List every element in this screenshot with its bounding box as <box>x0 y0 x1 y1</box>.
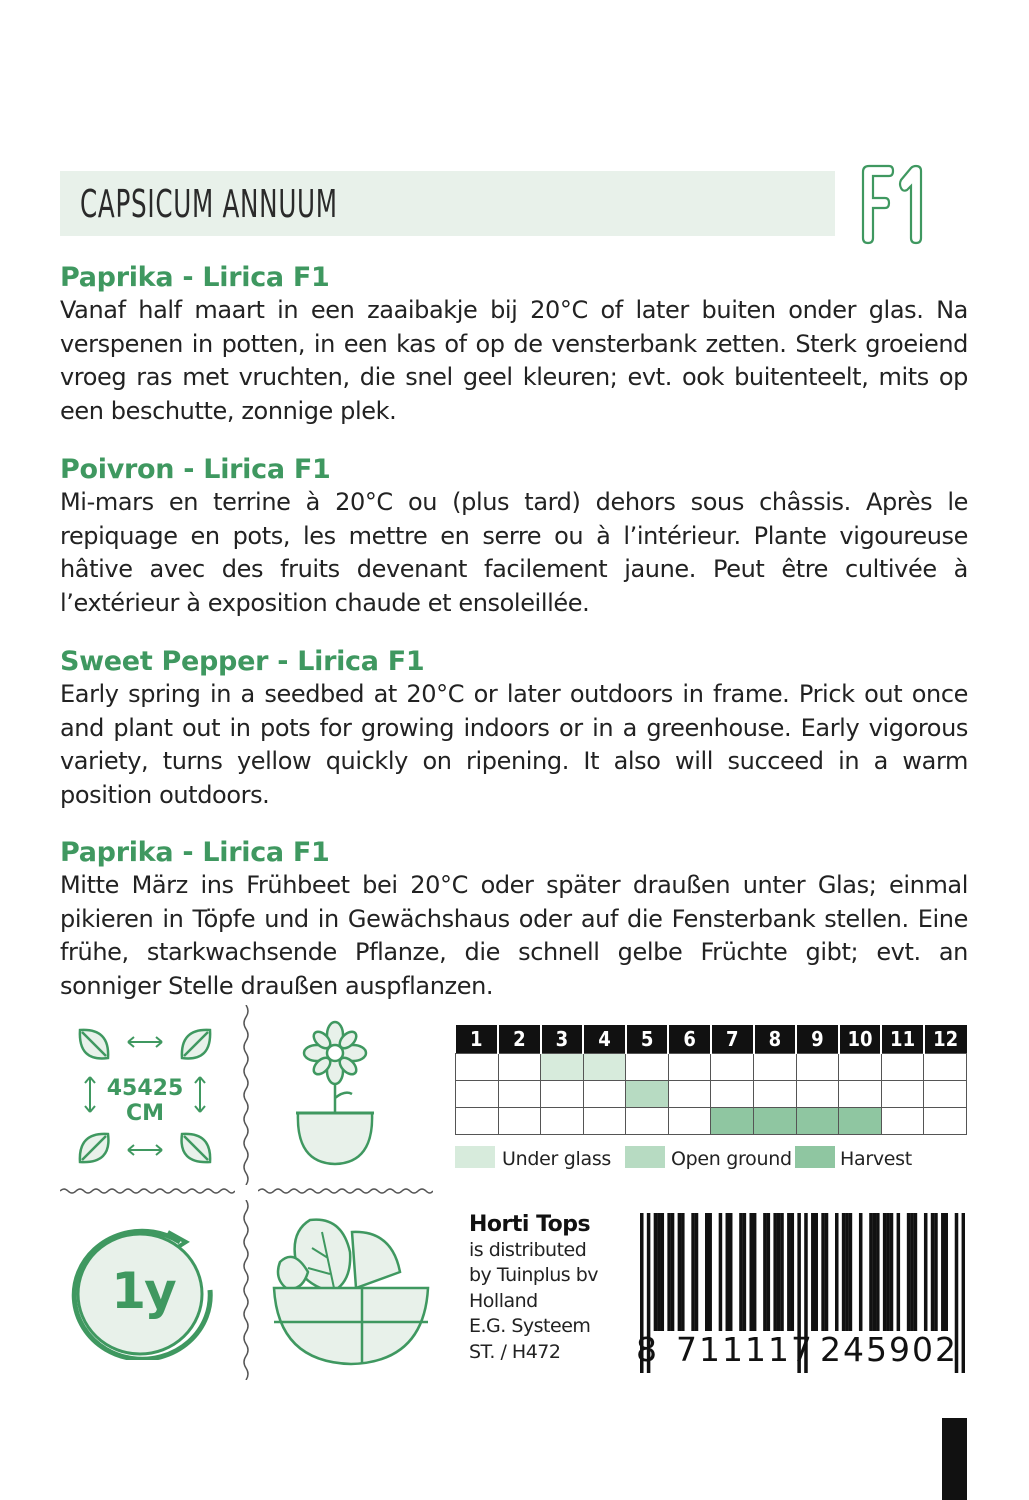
spacing-unit: CM <box>125 1101 165 1126</box>
calendar-cell <box>583 1054 626 1081</box>
barcode-group-left: 711117 <box>676 1330 814 1369</box>
divider-vertical <box>240 1200 252 1380</box>
barcode-bar <box>739 1213 743 1331</box>
calendar-cell <box>796 1054 839 1081</box>
calendar-cell <box>754 1054 797 1081</box>
calendar-cell <box>881 1108 924 1135</box>
calendar-cell <box>498 1108 541 1135</box>
spacing-value: 45425 <box>106 1076 184 1101</box>
barcode-bar <box>890 1213 894 1331</box>
month-header: 8 <box>754 1025 797 1054</box>
section-heading: Paprika - Lirica F1 <box>60 837 330 868</box>
barcode-bar <box>787 1213 791 1331</box>
calendar-cell <box>541 1108 584 1135</box>
barcode-bar <box>849 1213 853 1331</box>
barcode-bar <box>876 1213 880 1331</box>
calendar-row <box>456 1054 967 1081</box>
month-header: 7 <box>711 1025 754 1054</box>
calendar-cell <box>583 1081 626 1108</box>
barcode-bar <box>873 1213 877 1331</box>
barcode-bar <box>907 1213 911 1331</box>
legend-swatch <box>795 1146 835 1168</box>
section-german <box>60 837 968 1003</box>
salad-bowl-icon <box>272 1212 430 1370</box>
barcode-bar <box>869 1213 873 1331</box>
month-header: 4 <box>583 1025 626 1054</box>
barcode-bar <box>780 1213 784 1331</box>
distributor-info <box>469 1212 639 1365</box>
legend-swatch <box>625 1146 665 1168</box>
barcode-bar <box>749 1213 753 1331</box>
barcode-bar <box>859 1213 863 1331</box>
barcode-bar <box>842 1213 846 1331</box>
barcode-bar <box>931 1213 935 1331</box>
registration-mark <box>942 1418 967 1500</box>
barcode-bar <box>825 1213 829 1331</box>
section-body: Mi-mars en terrine à 20°C ou (plus tard) dehors sous châssis. Après le repiquage en pots, les mettre en serre ou à l’intérieur. Plante vigoureuse hâtive avec des fruits devenant facilement jaune. Peut être cultivée à l’extérieur à exposition chaude et ensoleillée. <box>60 488 968 617</box>
species-title: CAPSICUM ANNUUM <box>80 182 338 226</box>
barcode-bar <box>691 1213 695 1331</box>
calendar-cell <box>796 1081 839 1108</box>
distributor-line: is distributed <box>469 1238 587 1261</box>
barcode-bar <box>814 1213 818 1331</box>
lifespan-value: 1y <box>111 1262 175 1320</box>
barcode-bar <box>743 1213 747 1331</box>
calendar-cell <box>498 1054 541 1081</box>
legend-label: Open ground <box>671 1148 792 1170</box>
legend-swatch <box>455 1146 495 1168</box>
calendar-cell <box>881 1081 924 1108</box>
legend-label: Harvest <box>840 1148 912 1170</box>
divider-horizontal <box>258 1186 433 1196</box>
barcode-first-digit: 8 <box>636 1330 658 1369</box>
calendar-cell <box>583 1108 626 1135</box>
barcode-bar <box>654 1213 658 1331</box>
month-header: 5 <box>626 1025 669 1054</box>
barcode-bar <box>897 1213 901 1331</box>
calendar-cell <box>498 1081 541 1108</box>
calendar-row <box>456 1081 967 1108</box>
barcode-bar <box>681 1213 685 1331</box>
barcode-bar <box>767 1213 771 1331</box>
calendar-cell <box>541 1081 584 1108</box>
calendar-row <box>456 1108 967 1135</box>
calendar-cell <box>541 1054 584 1081</box>
barcode-bar <box>835 1213 839 1331</box>
calendar-cell <box>924 1108 967 1135</box>
barcode-bar <box>763 1213 767 1331</box>
barcode-bar <box>914 1213 918 1331</box>
section-body: Early spring in a seedbed at 20°C or later outdoors in frame. Prick out once and plant out in pots for growing indoors or in a greenhouse. Early vigorous variety, turns yellow quickly on ripening. It also will succeed in a warm position outdoors. <box>60 680 968 809</box>
section-body: Mitte März ins Frühbeet bei 20°C oder später draußen unter Glas; einmal pikieren in Töpfe und in Gewächshaus oder auf die Fensterbank stellen. Eine frühe, starkwachsende Pflanze, die schnell gelbe Früchte gibt; evt. an sonniger Stelle draußen auspflanzen. <box>60 871 968 1000</box>
month-header: 12 <box>924 1025 967 1054</box>
barcode-bar <box>695 1213 699 1331</box>
barcode-bar <box>773 1213 777 1331</box>
barcode-group-right: 245902 <box>819 1330 958 1369</box>
calendar-cell <box>626 1054 669 1081</box>
barcode-bar <box>811 1213 815 1331</box>
calendar-cell <box>839 1054 882 1081</box>
f1-badge-icon <box>855 160 930 248</box>
flower-pot-icon <box>290 1018 380 1168</box>
distributor-line: E.G. Systeem <box>469 1315 591 1337</box>
calendar-cell <box>754 1081 797 1108</box>
calendar-cell <box>839 1081 882 1108</box>
month-header: 3 <box>541 1025 584 1054</box>
calendar-cell <box>668 1054 711 1081</box>
barcode-bar <box>941 1213 945 1331</box>
section-english <box>60 646 968 812</box>
brand-name: Horti Tops <box>469 1212 591 1237</box>
divider-horizontal <box>60 1186 235 1196</box>
calendar-cell <box>456 1108 499 1135</box>
barcode-bar <box>729 1213 733 1331</box>
month-header: 1 <box>456 1025 499 1054</box>
month-header: 10 <box>839 1025 882 1054</box>
barcode-bar <box>924 1213 928 1331</box>
calendar-cell <box>754 1108 797 1135</box>
calendar-cell <box>924 1054 967 1081</box>
calendar-cell <box>796 1108 839 1135</box>
barcode-bar <box>883 1213 887 1331</box>
calendar-cell <box>711 1054 754 1081</box>
section-heading: Paprika - Lirica F1 <box>60 262 330 293</box>
barcode-bar <box>845 1213 849 1331</box>
barcode-bar <box>726 1213 730 1331</box>
barcode-bar <box>777 1213 781 1331</box>
barcode-bar <box>821 1213 825 1331</box>
calendar-cell <box>881 1054 924 1081</box>
barcode-bar <box>678 1213 682 1331</box>
month-header: 9 <box>796 1025 839 1054</box>
calendar-cell <box>839 1108 882 1135</box>
barcode-bar <box>886 1213 890 1331</box>
section-heading: Sweet Pepper - Lirica F1 <box>60 646 425 677</box>
barcode-bar <box>944 1213 948 1331</box>
calendar-body <box>456 1054 967 1135</box>
barcode-bar <box>671 1213 675 1331</box>
distributor-line: ST. / H472 <box>469 1340 561 1363</box>
calendar-cell <box>668 1081 711 1108</box>
calendar-cell <box>626 1108 669 1135</box>
barcode-bar <box>708 1213 712 1331</box>
month-header: 11 <box>881 1025 924 1054</box>
barcode-bar <box>667 1213 671 1331</box>
distributor-line: Holland <box>469 1289 538 1312</box>
divider-vertical <box>240 1005 252 1185</box>
calendar-cell <box>924 1081 967 1108</box>
barcode-bar <box>934 1213 938 1331</box>
barcode-bar <box>661 1213 665 1331</box>
sowing-calendar <box>455 1025 967 1135</box>
month-header: 2 <box>498 1025 541 1054</box>
calendar-month-row <box>456 1025 967 1054</box>
section-body: Vanaf half maart in een zaaibakje bij 20°C of later buiten onder glas. Na verspenen in potten, in een kas of op de vensterbank zetten. Sterk groeiend vroeg ras met vruchten, die snel geel kleuren; evt. ook buitenteelt, mits op een beschutte, zonnige plek. <box>60 296 968 425</box>
barcode-bar <box>910 1213 914 1331</box>
barcode-bar <box>719 1213 723 1331</box>
calendar-cell <box>626 1081 669 1108</box>
barcode-bar <box>753 1213 757 1331</box>
section-dutch <box>60 262 968 428</box>
calendar-cell <box>668 1108 711 1135</box>
barcode-digits <box>636 1330 966 1370</box>
month-header: 6 <box>668 1025 711 1054</box>
calendar-cell <box>456 1081 499 1108</box>
section-heading: Poivron - Lirica F1 <box>60 454 331 485</box>
distributor-line: by Tuinplus bv <box>469 1264 599 1286</box>
barcode-bar <box>791 1213 795 1331</box>
calendar-cell <box>711 1081 754 1108</box>
barcode-bar <box>705 1213 709 1331</box>
legend-label: Under glass <box>502 1148 612 1170</box>
section-french <box>60 454 968 620</box>
calendar-cell <box>456 1054 499 1081</box>
barcode-bar <box>657 1213 661 1331</box>
calendar-cell <box>711 1108 754 1135</box>
